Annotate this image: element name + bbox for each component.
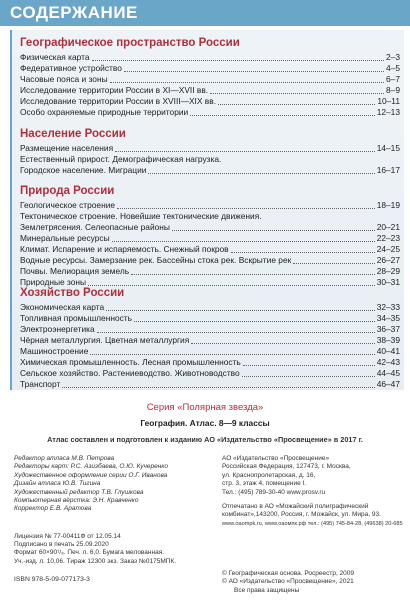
prepared-note: Атлас составлен и подготовлен к изданию АО «Издательство «Просвещение» в 2017 г.	[47, 435, 363, 444]
toc-item[interactable]	[20, 52, 400, 63]
printer-line: www.oaompk.ru, www.oaoмпк.рф тел.: (495) 745-84-28, (49638) 20-685	[222, 520, 403, 527]
credit-line: Редакторы карт: Р.С. Азизбаева, О.Ю. Кучеренко	[14, 463, 168, 471]
toc-item-pages: 20–21	[376, 222, 400, 232]
copyright-block	[222, 570, 407, 595]
toc-item[interactable]	[20, 165, 400, 176]
isbn: ISBN 978-5-09-077173-3	[14, 576, 90, 583]
dot-leader	[242, 376, 375, 377]
toc-item-label: Исследование территории России в XI—XVII вв.	[20, 85, 209, 95]
toc-item[interactable]	[20, 85, 400, 96]
license-line: Формат 60×90¹/₈. Печ. л. 6,0. Бумага мелованная.	[14, 549, 165, 557]
dot-leader	[172, 230, 375, 231]
toc-item-pages: 24–25	[376, 244, 400, 254]
toc-item-pages: 36–37	[376, 324, 400, 334]
toc-item-label: Размещение населения	[20, 143, 114, 153]
dot-leader	[243, 365, 375, 366]
toc-item-pages: 14–15	[376, 143, 400, 153]
printer-line: Отпечатано в АО «Можайский полиграфический	[222, 503, 369, 511]
section-title: Хозяйство России	[20, 287, 125, 299]
dot-leader	[218, 104, 375, 105]
toc-section-economy	[20, 284, 400, 390]
toc-item-pages: 38–39	[376, 335, 400, 345]
toc-item-pages: 28–29	[376, 266, 400, 276]
dot-leader	[110, 82, 384, 83]
license-block	[14, 533, 214, 566]
publisher-line: стр. 3, этаж 4, помещение I.	[222, 480, 307, 488]
toc-item-label: Экономическая карта	[20, 302, 105, 312]
toc-item[interactable]	[20, 211, 400, 222]
dot-leader	[92, 60, 384, 61]
dot-leader	[190, 115, 374, 116]
toc-item[interactable]	[20, 266, 400, 277]
toc-item[interactable]	[20, 74, 400, 85]
dot-leader	[124, 71, 384, 72]
toc-item-label: Почвы. Мелиорация земель	[20, 266, 130, 276]
toc-item-pages: 18–19	[376, 200, 400, 210]
copyright-line: © АО «Издательство «Просвещение», 2021	[222, 578, 354, 586]
toc-item[interactable]	[20, 346, 400, 357]
publisher-contacts: Тел.: (495) 789-30-40 www.prosv.ru	[222, 488, 326, 496]
credit-line: Художественный редактор Т.В. Глушкова	[14, 488, 144, 496]
toc-item-pages: 30–31	[376, 277, 400, 287]
toc-item-label: Физическая карта	[20, 52, 90, 62]
toc-item[interactable]	[20, 154, 400, 165]
toc-item-label: Особо охраняемые природные территории	[20, 107, 189, 117]
toc-item-label: Машиностроение	[20, 346, 89, 356]
toc-item[interactable]	[20, 200, 400, 211]
toc-item[interactable]	[20, 379, 400, 390]
toc-item-pages: 12–13	[376, 107, 400, 117]
toc-item-label: Водные ресурсы. Замерзание рек. Бассейны стока рек. Вскрытие рек	[20, 255, 292, 265]
toc-item-pages: 40–41	[376, 346, 400, 356]
toc-item-label: Тектоническое строение. Новейшие тектонические движения.	[20, 211, 262, 221]
toc-item[interactable]	[20, 324, 400, 335]
publisher-block	[222, 455, 407, 528]
toc-item-pages: 16–17	[376, 165, 400, 175]
section-title: Природа России	[20, 185, 115, 197]
toc-section-geography	[20, 34, 400, 118]
dot-leader	[90, 354, 374, 355]
license-line: Уч.-изд. л. 10,06. Тираж 12300 экз. Заказ №0175МПК.	[14, 557, 177, 565]
dot-leader	[115, 151, 375, 152]
toc-item-label: Минеральные ресурсы	[20, 233, 110, 243]
toc-item-label: Электроэнергетика	[20, 324, 95, 334]
publisher-line: ул. Краснопролетарская, д. 16,	[222, 471, 316, 479]
toc-item-label: Чёрная металлургия. Цветная металлургия	[20, 335, 190, 345]
toc-item[interactable]	[20, 255, 400, 266]
toc-item-label: Исследование территории России в XVIII—XIX вв.	[20, 96, 217, 106]
dot-leader	[62, 387, 374, 388]
credit-line: Дизайн атласа Ю.В. Тигина	[14, 480, 101, 488]
toc-item-label: Геологическое строение	[20, 200, 116, 210]
toc-item-pages: 32–33	[376, 302, 400, 312]
atlas-name: География. Атлас. 8—9 классы	[140, 418, 270, 428]
toc-item[interactable]	[20, 96, 400, 107]
toc-item-label: Городское население. Миграции	[20, 165, 147, 175]
credit-line: Редактор атласа М.В. Петрова	[14, 455, 115, 462]
toc-item-pages: 6–7	[386, 74, 400, 84]
section-title: Географическое пространство России	[20, 37, 240, 49]
toc-item[interactable]	[20, 368, 400, 379]
toc-item[interactable]	[20, 244, 400, 255]
dot-leader	[97, 332, 375, 333]
toc-item-pages: 34–35	[376, 313, 400, 323]
toc-item-label: Транспорт	[20, 379, 61, 389]
toc-item-pages: 46–47	[376, 379, 400, 389]
toc-item-label: Естественный прирост. Демографическая нагрузка.	[20, 154, 222, 164]
dot-leader	[293, 263, 374, 264]
dot-leader	[131, 274, 375, 275]
toc-item-label: Топливная промышленность	[20, 313, 132, 323]
credits-block	[14, 455, 209, 514]
dot-leader	[191, 343, 374, 344]
toc-item[interactable]	[20, 222, 400, 233]
toc-item[interactable]	[20, 107, 400, 118]
dot-leader	[117, 208, 375, 209]
publisher-line: Российская Федерация, 127473, г. Москва,	[222, 463, 351, 471]
license-line: Лицензия № 77-00411Ф от 12.05.14	[14, 533, 121, 540]
toc-item-label: Климат. Испарение и испаряемость. Снежный покров	[20, 244, 229, 254]
toc-item-pages: 8–9	[386, 85, 400, 95]
header-band	[0, 0, 410, 26]
section-title: Население России	[20, 128, 126, 140]
toc-panel	[10, 30, 404, 390]
dot-leader	[106, 310, 375, 311]
copyright-line: © Географическая основа. Росреестр, 2009	[222, 570, 355, 577]
toc-item-pages: 10–11	[377, 96, 400, 106]
toc-item[interactable]	[20, 357, 400, 368]
toc-item-pages: 42–43	[376, 357, 400, 367]
dot-leader	[231, 252, 375, 253]
toc-item-label: Землетрясения. Селеопасные районы	[20, 222, 170, 232]
credit-line: Корректор Е.В. Аратова	[14, 505, 92, 513]
toc-section-nature	[20, 182, 400, 288]
toc-item-pages: 26–27	[376, 255, 400, 265]
toc-item-label: Сельское хозяйство. Растениеводство. Животноводство	[20, 368, 240, 378]
toc-item[interactable]	[20, 335, 400, 346]
toc-item[interactable]	[20, 313, 400, 324]
series-title: Серия «Полярная звезда»	[146, 402, 264, 413]
dot-leader	[134, 321, 375, 322]
toc-item-pages: 22–23	[376, 233, 400, 243]
toc-item-label: Часовые пояса и зоны	[20, 74, 108, 84]
toc-item-pages: 44–45	[376, 368, 400, 378]
toc-item-label: Природные зоны	[20, 277, 87, 287]
page-title: СОДЕРЖАНИЕ	[10, 3, 138, 22]
dot-leader	[112, 241, 375, 242]
credit-line: Компьютерная вёрстка: Э.Н. Кравченко	[14, 497, 139, 505]
toc-item[interactable]	[20, 63, 400, 74]
toc-item-label: Химическая промышленность. Лесная промышленность	[20, 357, 241, 367]
toc-item-label: Федеративное устройство	[20, 63, 122, 73]
dot-leader	[148, 173, 374, 174]
toc-item-pages: 2–3	[386, 52, 400, 62]
toc-item[interactable]	[20, 143, 400, 154]
toc-item[interactable]	[20, 233, 400, 244]
license-line: Подписано в печать 25.09.2020	[14, 541, 109, 549]
publisher-line: АО «Издательство «Просвещение»	[222, 455, 330, 462]
copyright-line: Все права защищены	[234, 586, 300, 594]
credit-line: Художественное оформление серии О.Г. Иванова	[14, 471, 168, 479]
toc-item-pages: 4–5	[386, 63, 400, 73]
toc-item[interactable]	[20, 302, 400, 313]
printer-line: комбинат»,143200, Россия, г. Можайск, ул. Мира, 93.	[222, 511, 381, 519]
toc-section-population	[20, 125, 400, 176]
dot-leader	[210, 93, 384, 94]
